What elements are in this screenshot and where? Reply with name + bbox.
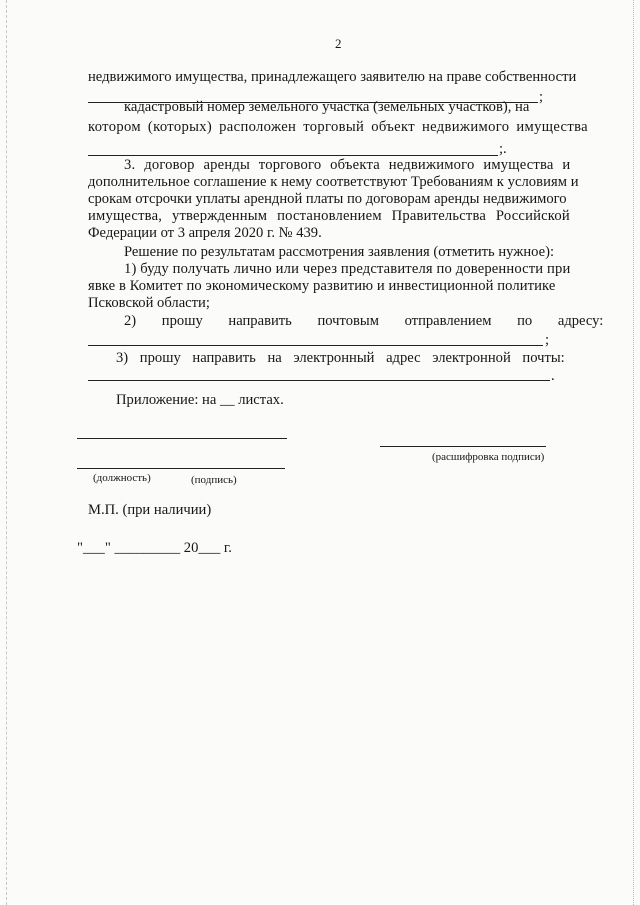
- text-line: имущества, утвержденным постановлением Правительства Российской: [88, 208, 570, 224]
- date-line: "___" _________ 20___ г.: [77, 540, 232, 556]
- position-line[interactable]: [77, 438, 287, 439]
- text-span: кадастровый номер земельного участка (земельных участков), на: [124, 99, 530, 115]
- option-2-line: 2) прошу направить почтовым отправлением по адресу:: [124, 313, 604, 329]
- stamp-line: М.П. (при наличии): [88, 502, 212, 518]
- option-1-line: Псковской области;: [88, 295, 210, 311]
- line-suffix: ;.: [499, 141, 507, 157]
- attachment-line: Приложение: на __ листах.: [116, 392, 284, 408]
- text-line: недвижимого имущества, принадлежащего заявителю на праве собственности: [88, 69, 577, 85]
- text-line: дополнительное соглашение к нему соответствуют Требованиям к условиям и: [88, 174, 579, 190]
- line-suffix: ;: [545, 332, 550, 348]
- transcript-label: (расшифровка подписи): [432, 451, 545, 463]
- option-1-line: явке в Комитет по экономическому развитию и инвестиционной политике: [88, 278, 556, 294]
- line-suffix: ;: [539, 89, 544, 105]
- signature-line[interactable]: [77, 468, 285, 469]
- decision-heading: Решение по результатам рассмотрения заявления (отметить нужное):: [124, 244, 555, 260]
- text-line: срокам отсрочки уплаты арендной платы по договорам аренды недвижимого: [88, 191, 567, 207]
- page-number: 2: [335, 36, 342, 51]
- transcript-line[interactable]: [380, 446, 546, 447]
- option-3-line: 3) прошу направить на электронный адрес электронной почты:: [116, 350, 565, 366]
- position-label: (должность): [93, 472, 151, 484]
- text-line: 3. договор аренды торгового объекта недвижимого имущества и: [124, 157, 571, 173]
- text-line: котором (которых) расположен торговый объект недвижимого имущества: [88, 119, 588, 135]
- signature-label: (подпись): [191, 474, 237, 486]
- line-suffix: .: [551, 368, 555, 384]
- option-1-line: 1) буду получать лично или через представителя по доверенности при: [124, 261, 571, 277]
- text-line: Федерации от 3 апреля 2020 г. № 439.: [88, 225, 322, 241]
